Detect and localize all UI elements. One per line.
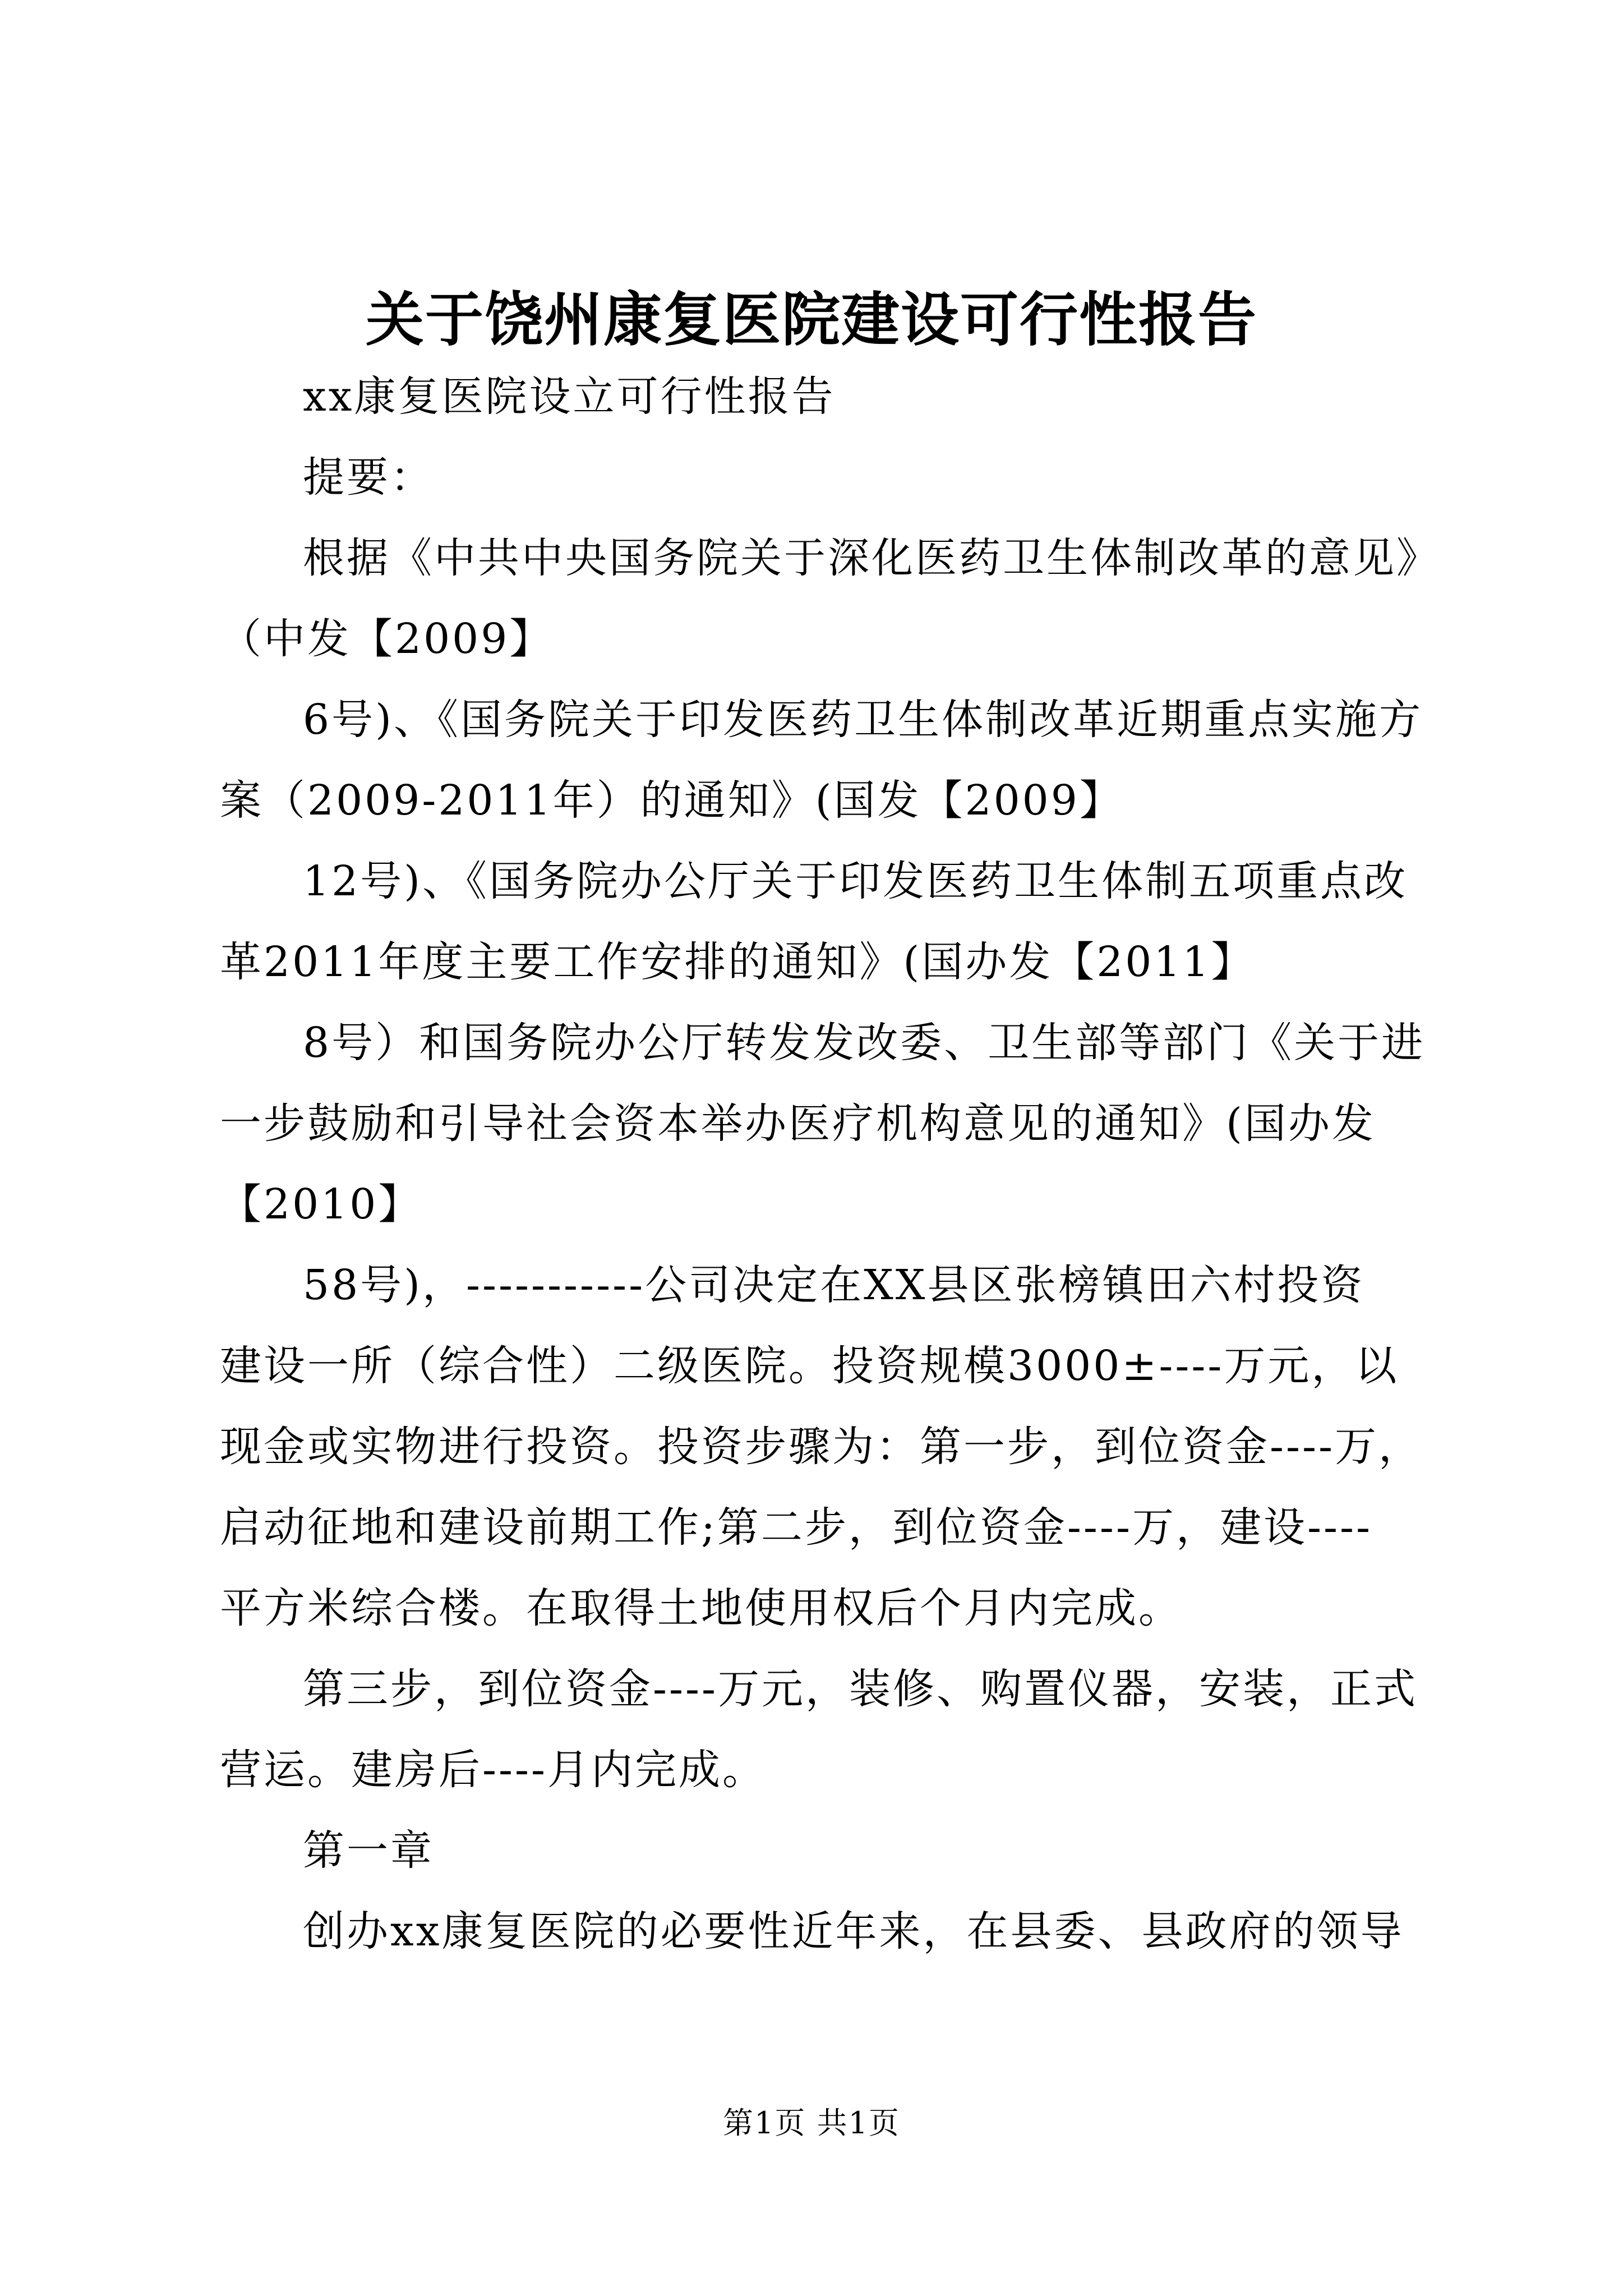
paragraph-line: 根据《中共中央国务院关于深化医药卫生体制改革的意见》 — [303, 534, 1440, 582]
document-title: 关于饶州康复医院建设可行性报告 — [365, 285, 1257, 354]
summary-heading: 提要： — [303, 453, 434, 501]
paragraph-line: 革2011年度主要工作安排的通知》(国办发【2011】 — [220, 938, 1255, 986]
chapter-heading: 第一章 — [303, 1826, 434, 1875]
paragraph-line: 启动征地和建设前期工作;第二步，到位资金----万，建设---- — [220, 1503, 1372, 1552]
paragraph-line: 8号）和国务院办公厅转发发改委、卫生部等部门《关于进 — [303, 1019, 1426, 1067]
paragraph-line: 58号)，-----------公司决定在XX县区张榜镇田六村投资 — [303, 1261, 1365, 1309]
page-number-footer: 第1页 共1页 — [723, 2105, 900, 2141]
paragraph-line: 创办xx康复医院的必要性近年来，在县委、县政府的领导 — [303, 1907, 1404, 1955]
paragraph-line: 平方米综合楼。在取得土地使用权后个月内完成。 — [220, 1584, 1182, 1632]
paragraph-line: 现金或实物进行投资。投资步骤为：第一步，到位资金----万， — [220, 1423, 1423, 1471]
paragraph-line: 建设一所（综合性）二级医院。投资规模3000±----万元，以 — [220, 1342, 1399, 1390]
document-body — [220, 356, 1440, 1972]
paragraph-line: （中发【2009】 — [220, 615, 554, 663]
paragraph-line: 一步鼓励和引导社会资本举办医疗机构意见的通知》(国办发 — [220, 1099, 1376, 1148]
paragraph-line: 营运。建房后----月内完成。 — [220, 1746, 767, 1794]
paragraph-line: 12号)、《国务院办公厅关于印发医药卫生体制五项重点改 — [303, 857, 1408, 905]
paragraph-line: 第三步，到位资金----万元，装修、购置仪器，安装，正式 — [303, 1665, 1418, 1713]
paragraph-line: 6号)、《国务院关于印发医药卫生体制改革近期重点实施方 — [303, 696, 1423, 744]
subtitle-line: xx康复医院设立可行性报告 — [303, 372, 836, 421]
paragraph-line: 案（2009-2011年）的通知》(国发【2009】 — [220, 776, 1123, 825]
paragraph-line: 【2010】 — [220, 1180, 422, 1228]
